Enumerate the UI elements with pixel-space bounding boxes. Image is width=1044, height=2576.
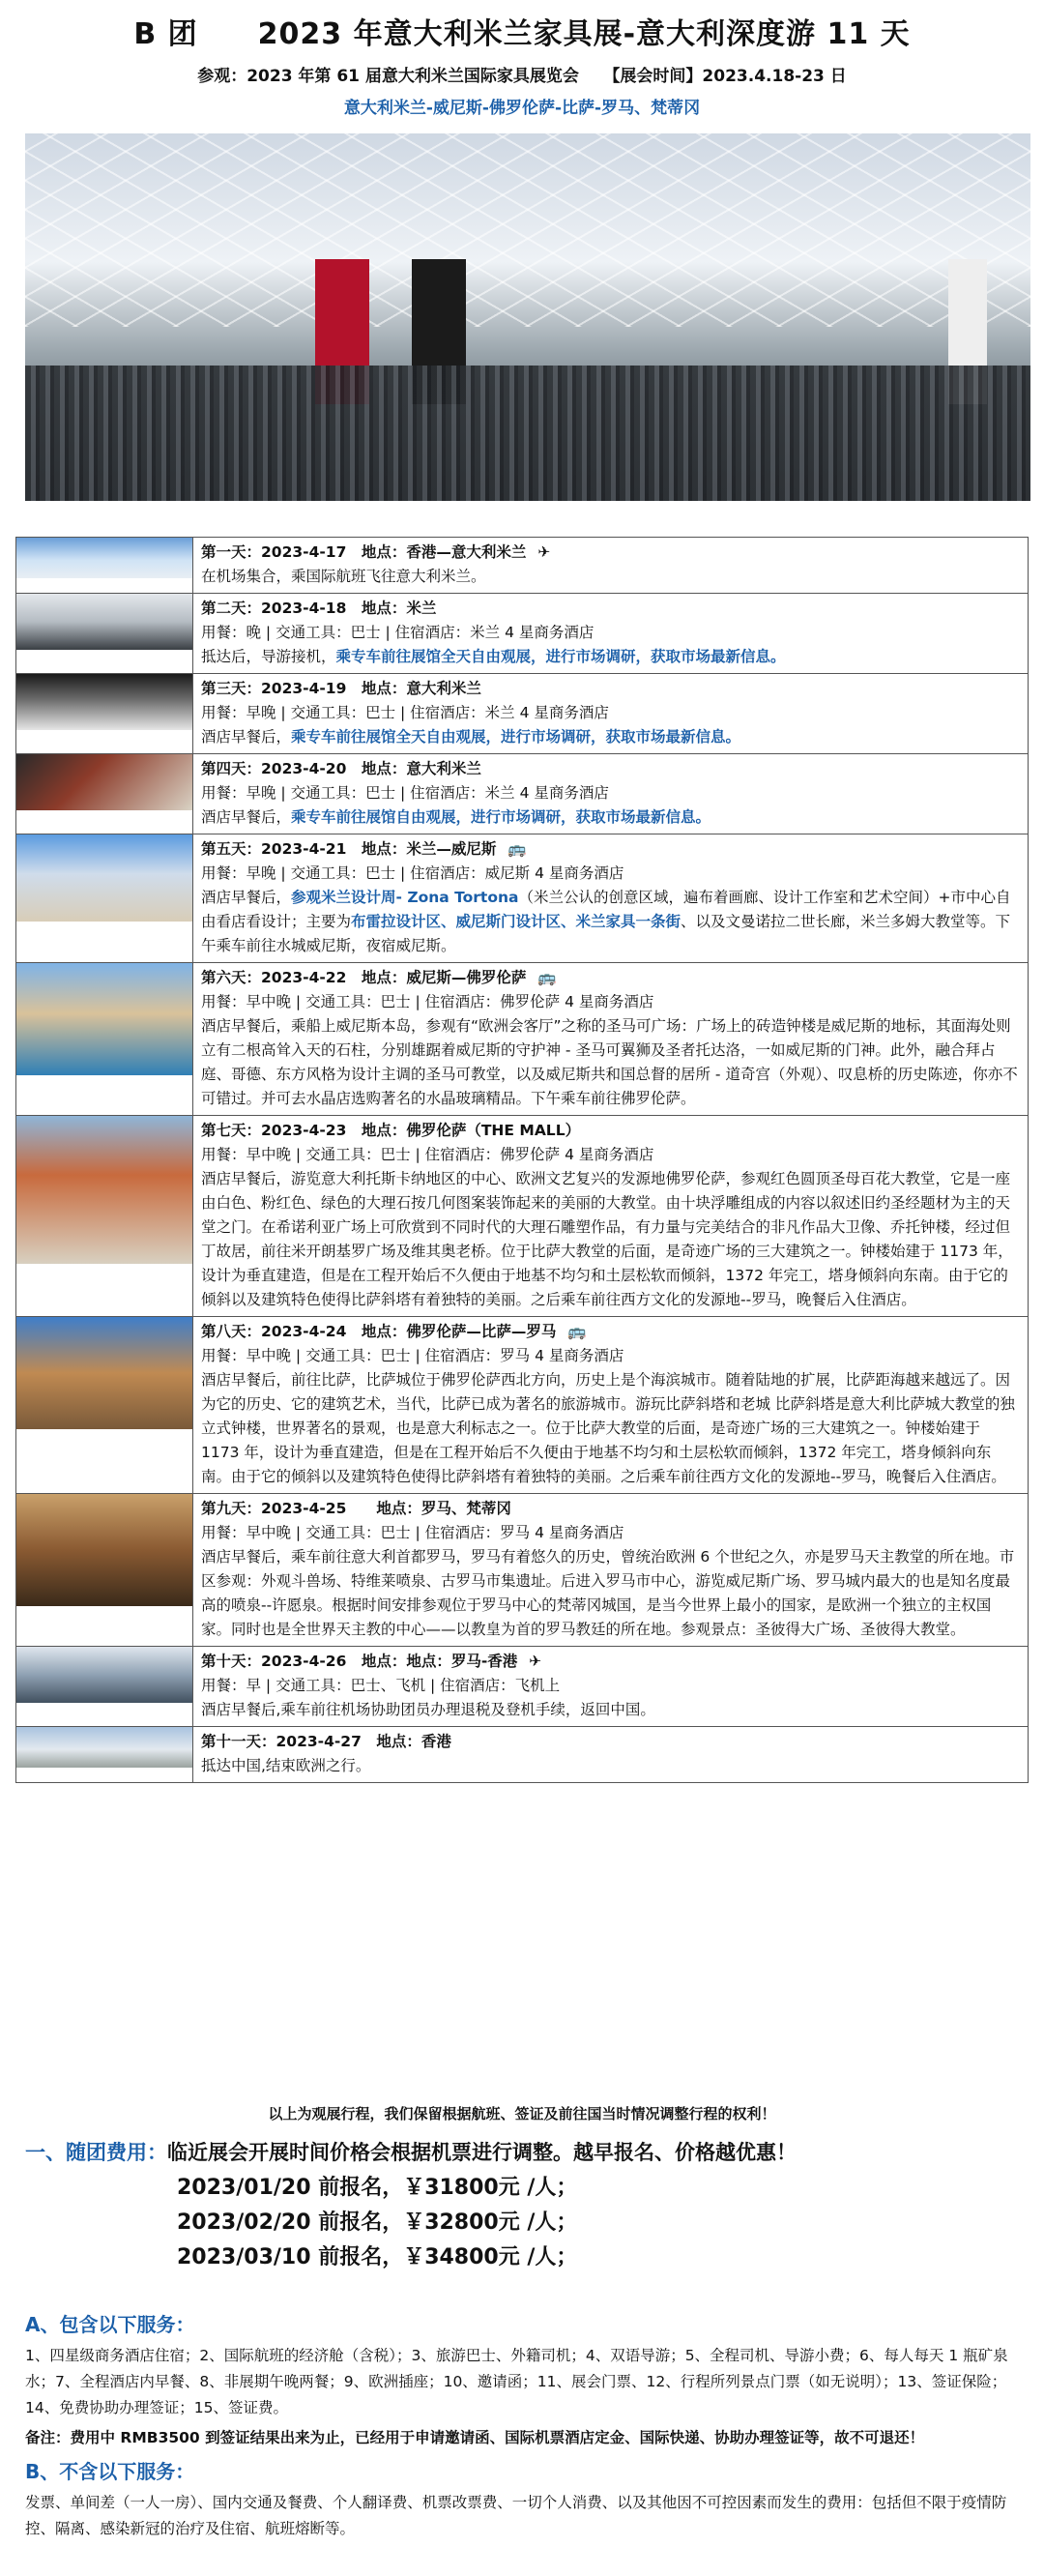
itinerary-row <box>16 1647 1029 1727</box>
day-line <box>201 990 1020 1014</box>
day-photo <box>16 1116 192 1264</box>
day-line <box>201 701 1020 725</box>
day-highlight-text: 乘专车前往展馆全天自由观展，进行市场调研，获取市场最新信息。 <box>335 648 786 665</box>
day-text: 酒店早餐后，乘船上威尼斯本岛，参观有“欧洲会客厅”之称的圣马可广场：广场上的砖造钟楼是威尼斯的地标，其面海处则立有二根高耸入天的石柱，分别雄踞着威尼斯的守护神 - 圣马可翼狮及圣者托达洛，一如威尼斯的门神。此外，融合拜占庭、哥德、东方风格为设计主调的圣马可教堂，以及威尼斯共和国总督的居所 - 道奇宫（外观）、叹息桥的历史陈迹，你亦不可错过。并可去水晶店选购著名的水晶玻璃精品。下午乘车前往佛罗伦萨。 <box>201 1017 1018 1107</box>
day-line <box>201 862 1020 886</box>
day-highlight-text: 布雷拉设计区、威尼斯门设计区、米兰家具一条街 <box>351 913 682 930</box>
day-details <box>193 594 1029 674</box>
day-text: 酒店早餐后,乘车前往机场协助团员办理退税及登机手续，返回中国。 <box>201 1701 655 1718</box>
excluded-services <box>25 2456 1030 2542</box>
day-details <box>193 538 1029 594</box>
day-line <box>201 1014 1020 1111</box>
day-photo-cell <box>16 754 193 834</box>
day-heading-text: 第九天：2023-4-25 地点：罗马、梵蒂冈 <box>201 1500 511 1517</box>
day-highlight-text: 乘专车前往展馆自由观展，进行市场调研，获取市场最新信息。 <box>291 808 711 826</box>
bus-icon: 🚌 <box>508 840 527 858</box>
excluded-text: 发票、单间差（一人一房）、国内交通及餐费、个人翻译费、机票改票费、一切个人消费、以及其他因不可控因素而发生的费用：包括但不限于疫情防控、隔离、感染新冠的治疗及住宿、航班熔断等。 <box>25 2494 1007 2537</box>
day-details <box>193 1494 1029 1647</box>
included-services <box>25 2309 1030 2447</box>
day-photo-cell <box>16 1317 193 1494</box>
day-text: 用餐：早中晚 | 交通工具：巴士 | 住宿酒店：罗马 4 星商务酒店 <box>201 1524 624 1541</box>
day-photo-cell <box>16 674 193 754</box>
day-text: 用餐：早晚 | 交通工具：巴士 | 住宿酒店：米兰 4 星商务酒店 <box>201 704 609 721</box>
fee-row: 2023/03/10 前报名，￥34800元 /人； <box>177 2245 578 2269</box>
day-photo <box>16 963 192 1075</box>
day-heading-text: 第七天：2023-4-23 地点：佛罗伦萨（THE MALL） <box>201 1122 581 1139</box>
itinerary-row <box>16 754 1029 834</box>
itinerary-note: 以上为观展行程，我们保留根据航班、签证及前往国当时情况调整行程的权利！ <box>268 2105 776 2122</box>
route-line: 意大利米兰-威尼斯-佛罗伦萨-比萨-罗马、梵蒂冈 <box>343 99 701 118</box>
day-line <box>201 1143 1020 1167</box>
day-heading <box>201 1119 1020 1143</box>
day-text: 酒店早餐后，游览意大利托斯卡纳地区的中心、欧洲文艺复兴的发源地佛罗伦萨，参观红色圆顶圣母百花大教堂，它是一座由白色、粉红色、绿色的大理石按几何图案装饰起来的美丽的大教堂。由十块浮雕组成的内容以叙述旧约圣经题材为主的天堂之门。在希诺利亚广场上可欣赏到不同时代的大理石雕塑作品，有力量与完美结合的非凡作品大卫像、乔托钟楼，经过但丁故居，前往米开朗基罗广场及维其奥老桥。位于比萨大教堂的后面，是奇迹广场的三大建筑之一。钟楼始建于 1173 年，设计为垂直建造，但是在工程开始后不久便由于地基不均匀和土层松软而倾斜，1372 年完工，塔身倾斜向东南。由于它的倾斜以及建筑特色使得比萨斜塔有着独特的美丽。之后乘车前往西方文化的发源地--罗马，晚餐后入住酒店。 <box>201 1170 1013 1308</box>
day-photo <box>16 594 192 650</box>
day-details <box>193 1116 1029 1317</box>
included-remark: 备注：费用中 RMB3500 到签证结果出来为止，已经用于申请邀请函、国际机票酒店定金、国际快递、协助办理签证等，故不可退还！ <box>25 2429 925 2446</box>
day-heading-text: 第十一天：2023-4-27 地点：香港 <box>201 1733 451 1750</box>
day-photo-cell <box>16 1727 193 1783</box>
day-text: 用餐：早晚 | 交通工具：巴士 | 住宿酒店：威尼斯 4 星商务酒店 <box>201 864 624 882</box>
day-text: 酒店早餐后， <box>201 728 292 746</box>
day-text: 用餐：晚 | 交通工具：巴士 | 住宿酒店：米兰 4 星商务酒店 <box>201 624 594 641</box>
day-heading <box>201 677 1020 701</box>
included-title: A、包含以下服务： <box>25 2313 195 2336</box>
fee-intro: 临近展会开展时间价格会根据机票进行调整。越早报名、价格越优惠！ <box>167 2141 797 2164</box>
day-heading-text: 第三天：2023-4-19 地点：意大利米兰 <box>201 680 481 697</box>
day-heading <box>201 541 1020 565</box>
day-photo <box>16 834 192 922</box>
day-text: 用餐：早中晚 | 交通工具：巴士 | 住宿酒店：罗马 4 星商务酒店 <box>201 1347 624 1364</box>
day-line <box>201 621 1020 645</box>
day-line <box>201 1344 1020 1368</box>
day-line <box>201 1521 1020 1545</box>
day-heading <box>201 757 1020 781</box>
excluded-title: B、不含以下服务： <box>25 2460 195 2483</box>
day-photo-cell <box>16 1494 193 1647</box>
day-heading <box>201 1730 1020 1754</box>
day-details <box>193 1727 1029 1783</box>
day-photo-cell <box>16 1647 193 1727</box>
day-line <box>201 1545 1020 1642</box>
crowd <box>25 366 1030 501</box>
day-text: 在机场集合，乘国际航班飞往意大利米兰。 <box>201 568 486 585</box>
day-heading-text: 第二天：2023-4-18 地点：米兰 <box>201 600 437 617</box>
day-highlight-text: 参观米兰设计周- Zona Tortona <box>291 889 519 906</box>
itinerary-row <box>16 674 1029 754</box>
day-heading <box>201 837 1020 862</box>
day-details <box>193 1647 1029 1727</box>
day-photo-cell <box>16 538 193 594</box>
bus-icon: 🚌 <box>567 1323 587 1340</box>
included-text: 1、四星级商务酒店住宿；2、国际航班的经济舱（含税）；3、旅游巴士、外籍司机；4、双语导游；5、全程司机、导游小费；6、每人每天 1 瓶矿泉水；7、全程酒店内早餐、8、非展期午晚两餐；9、欧洲插座；10、邀请函；11、展会门票、12、行程所列景点门票（如无说明）；13、签证保险；14、免费协助办理签证；15、签证费。 <box>25 2347 1008 2416</box>
fee-label: 一、随团费用： <box>25 2141 167 2164</box>
day-line <box>201 1698 1020 1722</box>
day-details <box>193 1317 1029 1494</box>
day-line <box>201 1754 1020 1778</box>
day-heading <box>201 1650 1020 1674</box>
day-details <box>193 674 1029 754</box>
day-photo-cell <box>16 834 193 963</box>
day-photo <box>16 1727 192 1768</box>
plane-icon: ✈ <box>529 1653 542 1670</box>
plane-icon: ✈ <box>537 543 551 561</box>
itinerary-row <box>16 594 1029 674</box>
day-line <box>201 1674 1020 1698</box>
fee-section <box>25 2137 797 2270</box>
day-line <box>201 645 1020 669</box>
day-photo-cell <box>16 594 193 674</box>
day-text: 用餐：早 | 交通工具：巴士、飞机 | 住宿酒店：飞机上 <box>201 1677 561 1694</box>
day-line <box>201 781 1020 805</box>
itinerary-row <box>16 1494 1029 1647</box>
day-line <box>201 886 1020 958</box>
day-heading <box>201 966 1020 990</box>
page-title: B 团 2023 年意大利米兰家具展-意大利深度游 11 天 <box>133 17 911 51</box>
itinerary-row <box>16 538 1029 594</box>
roof-canopy <box>25 133 1030 327</box>
exhibition-subtitle: 参观：2023 年第 61 届意大利米兰国际家具展览会 【展会时间】2023.4.18-23 日 <box>197 67 847 86</box>
day-text: 用餐：早中晚 | 交通工具：巴士 | 住宿酒店：佛罗伦萨 4 星商务酒店 <box>201 993 654 1010</box>
day-highlight-text: 乘专车前往展馆全天自由观展，进行市场调研，获取市场最新信息。 <box>291 728 741 746</box>
day-heading-text: 第一天：2023-4-17 地点：香港—意大利米兰 <box>201 543 527 561</box>
itinerary-row <box>16 1317 1029 1494</box>
itinerary-table <box>15 537 1029 1783</box>
day-line <box>201 1368 1020 1489</box>
hero-photo <box>25 133 1030 501</box>
day-photo <box>16 538 192 578</box>
day-photo <box>16 754 192 810</box>
day-text: （米兰公认的创意区域，遍布着画廊、设计工作室和艺术空间）+市中心自由看店看设计；主要为 <box>201 889 1011 930</box>
itinerary-row <box>16 1116 1029 1317</box>
day-text: 抵达中国,结束欧洲之行。 <box>201 1757 371 1774</box>
day-heading <box>201 597 1020 621</box>
day-text: 酒店早餐后，前往比萨，比萨城位于佛罗伦萨西北方向，历史上是个海滨城市。随着陆地的扩展，比萨距海越来越远了。因为它的历史、它的建筑艺术，当代，比萨已成为著名的旅游城市。游玩比萨斜塔和老城 比萨斜塔是意大利比萨城大教堂的独立式钟楼，世界著名的景观，也是意大利标志之一。位于比萨大教堂的后面，是奇迹广场的三大建筑之一。钟楼始建于 1173 年，设计为垂直建造，但是在工程开始后不久便由于地基不均匀和土层松软而倾斜，1372 年完工，塔身倾斜向东南。由于它的倾斜以及建筑特色使得比萨斜塔有着独特的美丽。之后乘车前往西方文化的发源地--罗马，晚餐后入住酒店。 <box>201 1371 1015 1485</box>
itinerary-row <box>16 963 1029 1116</box>
day-details <box>193 963 1029 1116</box>
day-heading-text: 第六天：2023-4-22 地点：威尼斯—佛罗伦萨 <box>201 969 527 986</box>
day-text: 用餐：早中晚 | 交通工具：巴士 | 住宿酒店：佛罗伦萨 4 星商务酒店 <box>201 1146 654 1163</box>
day-details <box>193 754 1029 834</box>
itinerary-row <box>16 834 1029 963</box>
itinerary-row <box>16 1727 1029 1783</box>
day-photo <box>16 1494 192 1606</box>
day-heading-text: 第十天：2023-4-26 地点：地点：罗马-香港 <box>201 1653 518 1670</box>
day-photo <box>16 1317 192 1429</box>
day-photo-cell <box>16 963 193 1116</box>
header <box>0 10 1044 118</box>
day-heading-text: 第四天：2023-4-20 地点：意大利米兰 <box>201 760 481 777</box>
day-line <box>201 725 1020 749</box>
day-text: 酒店早餐后， <box>201 808 292 826</box>
day-photo-cell <box>16 1116 193 1317</box>
day-heading-text: 第八天：2023-4-24 地点：佛罗伦萨—比萨—罗马 <box>201 1323 557 1340</box>
day-line <box>201 805 1020 830</box>
day-text: 、以及文曼诺拉二世长廊，米兰多姆大教堂等。下午乘车前往水城威尼斯，夜宿威尼斯。 <box>201 913 1011 954</box>
day-heading <box>201 1497 1020 1521</box>
day-text: 用餐：早晚 | 交通工具：巴士 | 住宿酒店：米兰 4 星商务酒店 <box>201 784 609 802</box>
fee-row: 2023/01/20 前报名，￥31800元 /人； <box>177 2176 578 2200</box>
day-text: 酒店早餐后，乘车前往意大利首都罗马，罗马有着悠久的历史，曾统治欧洲 6 个世纪之久，亦是罗马天主教堂的所在地。市区参观：外观斗兽场、特维莱喷泉、古罗马市集遗址。后进入罗马市中心，游览威尼斯广场、罗马城内最大的也是知名度最高的喷泉--许愿泉。根据时间安排参观位于罗马中心的梵蒂冈城国，是当今世界上最小的国家，是欧洲一个独立的主权国家。同时也是全世界天主教的中心——以教皇为首的罗马教廷的所在地。参观景点：圣彼得大广场、圣彼得大教堂。 <box>201 1548 1015 1638</box>
bus-icon: 🚌 <box>537 969 557 986</box>
day-photo <box>16 674 192 730</box>
day-heading-text: 第五天：2023-4-21 地点：米兰—威尼斯 <box>201 840 497 858</box>
fee-row: 2023/02/20 前报名，￥32800元 /人； <box>177 2210 578 2235</box>
day-line <box>201 1167 1020 1312</box>
day-line <box>201 565 1020 589</box>
day-heading <box>201 1320 1020 1344</box>
day-details <box>193 834 1029 963</box>
day-text: 酒店早餐后， <box>201 889 292 906</box>
day-text: 抵达后，导游接机， <box>201 648 336 665</box>
day-photo <box>16 1647 192 1703</box>
